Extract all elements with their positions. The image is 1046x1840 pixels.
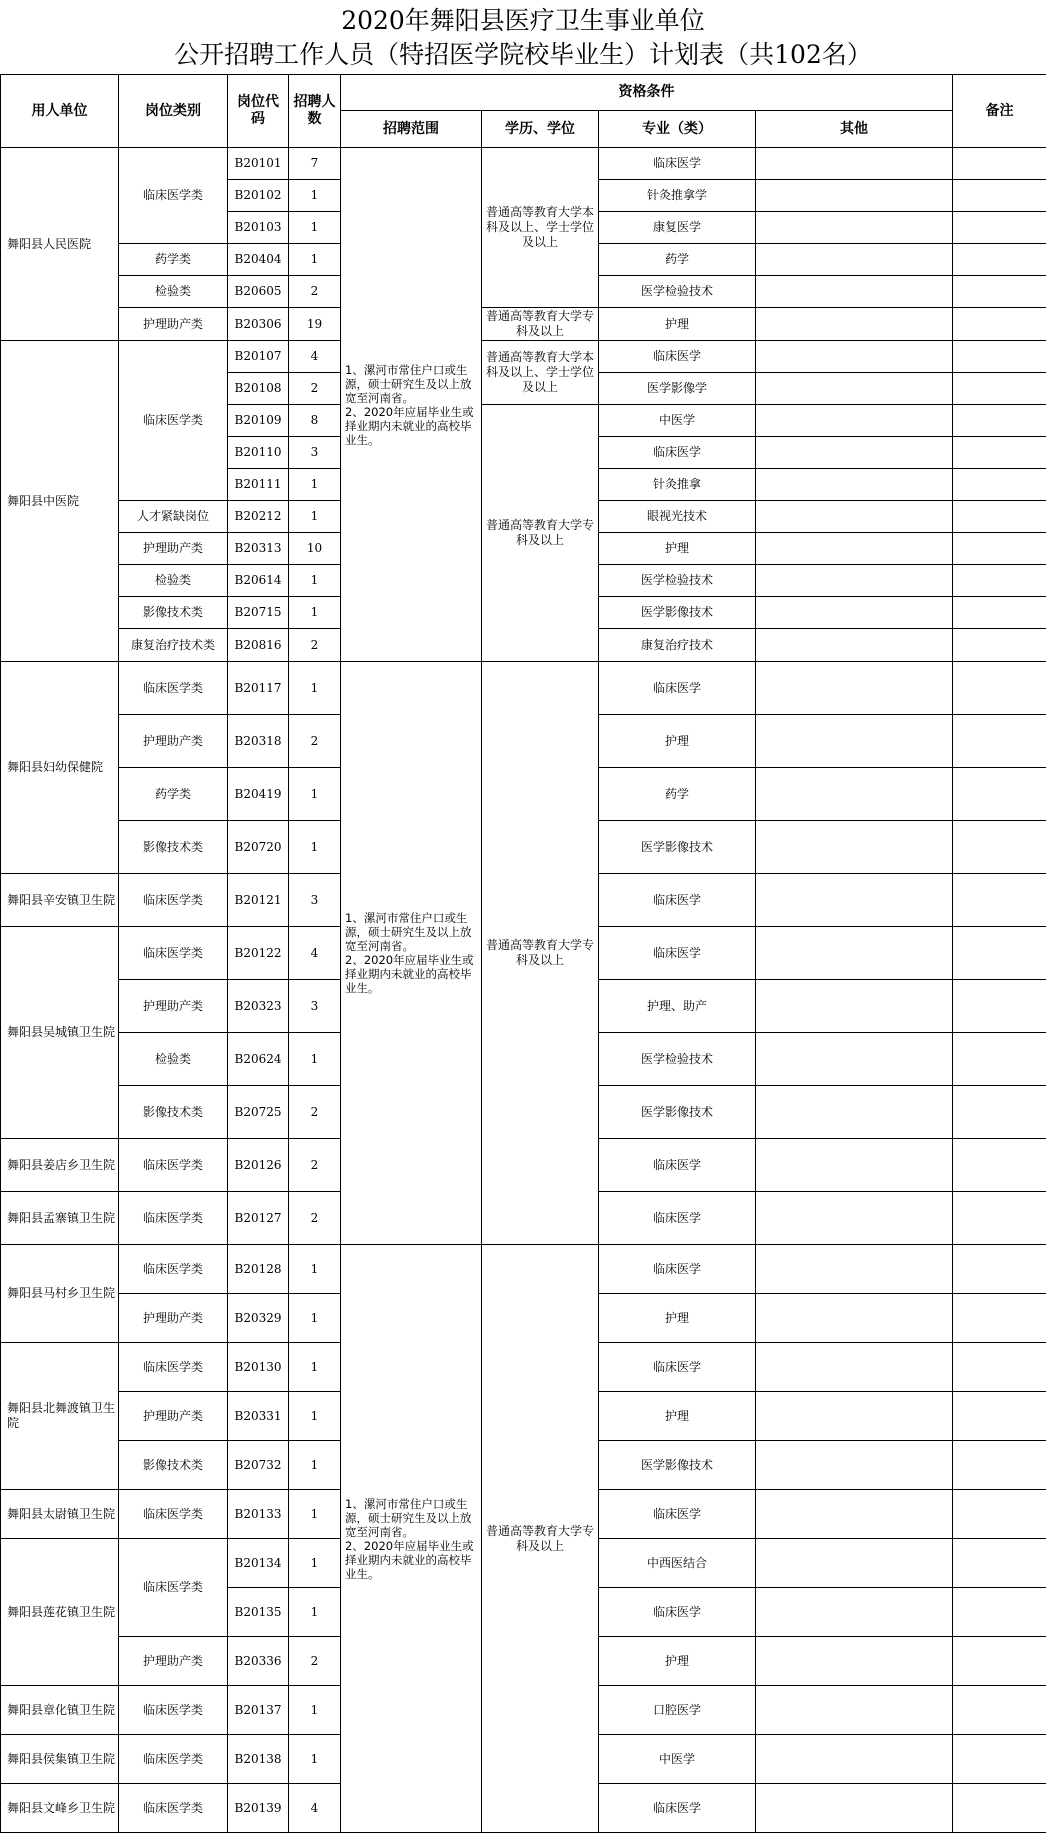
count-cell: 2 [289, 715, 341, 768]
code-cell: B20107 [228, 341, 289, 373]
category-cell: 临床医学类 [119, 1735, 228, 1784]
code-cell: B20404 [228, 244, 289, 276]
category-cell: 检验类 [119, 565, 228, 597]
code-cell: B20331 [228, 1392, 289, 1441]
major-cell: 护理 [599, 533, 756, 565]
category-cell: 影像技术类 [119, 1441, 228, 1490]
code-cell: B20419 [228, 768, 289, 821]
education-cell: 普通高等教育大学本科及以上、学士学位及以上 [482, 148, 599, 308]
header-unit: 用人单位 [1, 75, 119, 148]
other-cell [756, 373, 953, 405]
remark-cell [953, 405, 1046, 437]
remark-cell [953, 212, 1046, 244]
major-cell: 临床医学 [599, 1588, 756, 1637]
other-cell [756, 1686, 953, 1735]
document-title [0, 0, 1046, 74]
remark-cell [953, 533, 1046, 565]
code-cell: B20121 [228, 874, 289, 927]
major-cell: 临床医学 [599, 341, 756, 373]
count-cell: 2 [289, 276, 341, 308]
unit-cell: 舞阳县侯集镇卫生院 [1, 1735, 119, 1784]
header-scope: 招聘范围 [341, 111, 482, 148]
remark-cell [953, 1784, 1046, 1833]
code-cell: B20624 [228, 1033, 289, 1086]
scope-cell: 1、漯河市常住户口或生源，硕士研究生及以上放宽至河南省。 2、2020年应届毕业生或择业期内未就业的高校毕业生。 [341, 662, 482, 1245]
unit-cell: 舞阳县妇幼保健院 [1, 662, 119, 874]
unit-cell: 舞阳县马村乡卫生院 [1, 1245, 119, 1343]
count-cell: 1 [289, 1343, 341, 1392]
other-cell [756, 501, 953, 533]
other-cell [756, 341, 953, 373]
code-cell: B20130 [228, 1343, 289, 1392]
other-cell [756, 276, 953, 308]
title-line-2: 公开招聘工作人员（特招医学院校毕业生）计划表（共102名） [174, 40, 872, 69]
code-cell: B20732 [228, 1441, 289, 1490]
category-cell: 临床医学类 [119, 1784, 228, 1833]
other-cell [756, 1086, 953, 1139]
other-cell [756, 821, 953, 874]
count-cell: 1 [289, 1686, 341, 1735]
code-cell: B20137 [228, 1686, 289, 1735]
category-cell: 影像技术类 [119, 597, 228, 629]
code-cell: B20103 [228, 212, 289, 244]
count-cell: 1 [289, 662, 341, 715]
other-cell [756, 533, 953, 565]
count-cell: 1 [289, 212, 341, 244]
major-cell: 医学影像技术 [599, 1441, 756, 1490]
category-cell: 药学类 [119, 244, 228, 276]
unit-cell: 舞阳县姜店乡卫生院 [1, 1139, 119, 1192]
code-cell: B20108 [228, 373, 289, 405]
other-cell [756, 1735, 953, 1784]
code-cell: B20109 [228, 405, 289, 437]
code-cell: B20117 [228, 662, 289, 715]
education-cell: 普通高等教育大学专科及以上 [482, 1245, 599, 1833]
count-cell: 1 [289, 1735, 341, 1784]
other-cell [756, 180, 953, 212]
code-cell: B20306 [228, 308, 289, 341]
count-cell: 2 [289, 1086, 341, 1139]
table-row [1, 148, 1046, 180]
count-cell: 3 [289, 874, 341, 927]
category-cell: 临床医学类 [119, 874, 228, 927]
major-cell: 口腔医学 [599, 1686, 756, 1735]
remark-cell [953, 597, 1046, 629]
unit-cell: 舞阳县孟寨镇卫生院 [1, 1192, 119, 1245]
count-cell: 8 [289, 405, 341, 437]
remark-cell [953, 1192, 1046, 1245]
major-cell: 护理 [599, 1392, 756, 1441]
code-cell: B20212 [228, 501, 289, 533]
category-cell: 临床医学类 [119, 927, 228, 980]
category-cell: 检验类 [119, 276, 228, 308]
education-cell: 普通高等教育大学本科及以上、学士学位及以上 [482, 341, 599, 405]
count-cell: 1 [289, 180, 341, 212]
education-cell: 普通高等教育大学专科及以上 [482, 308, 599, 341]
count-cell: 1 [289, 1294, 341, 1343]
remark-cell [953, 662, 1046, 715]
code-cell: B20128 [228, 1245, 289, 1294]
count-cell: 1 [289, 1033, 341, 1086]
header-code: 岗位代码 [228, 75, 289, 148]
unit-cell: 舞阳县人民医院 [1, 148, 119, 341]
count-cell: 1 [289, 768, 341, 821]
other-cell [756, 469, 953, 501]
other-cell [756, 662, 953, 715]
remark-cell [953, 1245, 1046, 1294]
remark-cell [953, 244, 1046, 276]
remark-cell [953, 1637, 1046, 1686]
remark-cell [953, 1539, 1046, 1588]
major-cell: 康复医学 [599, 212, 756, 244]
other-cell [756, 1539, 953, 1588]
code-cell: B20720 [228, 821, 289, 874]
remark-cell [953, 1139, 1046, 1192]
code-cell: B20110 [228, 437, 289, 469]
major-cell: 中医学 [599, 405, 756, 437]
header-remark: 备注 [953, 75, 1046, 148]
count-cell: 2 [289, 1637, 341, 1686]
major-cell: 康复治疗技术 [599, 629, 756, 662]
count-cell: 1 [289, 1392, 341, 1441]
major-cell: 医学影像技术 [599, 597, 756, 629]
unit-cell: 舞阳县吴城镇卫生院 [1, 927, 119, 1139]
major-cell: 眼视光技术 [599, 501, 756, 533]
other-cell [756, 1139, 953, 1192]
other-cell [756, 597, 953, 629]
major-cell: 临床医学 [599, 874, 756, 927]
category-cell: 临床医学类 [119, 1139, 228, 1192]
other-cell [756, 715, 953, 768]
major-cell: 临床医学 [599, 1139, 756, 1192]
remark-cell [953, 629, 1046, 662]
count-cell: 4 [289, 341, 341, 373]
category-cell: 护理助产类 [119, 1294, 228, 1343]
count-cell: 2 [289, 373, 341, 405]
major-cell: 临床医学 [599, 927, 756, 980]
unit-cell: 舞阳县北舞渡镇卫生院 [1, 1343, 119, 1490]
category-cell: 人才紧缺岗位 [119, 501, 228, 533]
scope-cell: 1、漯河市常住户口或生源，硕士研究生及以上放宽至河南省。 2、2020年应届毕业生或择业期内未就业的高校毕业生。 [341, 148, 482, 662]
header-qualifications: 资格条件 [341, 75, 953, 111]
major-cell: 临床医学 [599, 1490, 756, 1539]
major-cell: 医学影像学 [599, 373, 756, 405]
unit-cell: 舞阳县莲花镇卫生院 [1, 1539, 119, 1686]
recruitment-plan-table [0, 74, 1046, 1833]
count-cell: 1 [289, 1539, 341, 1588]
remark-cell [953, 821, 1046, 874]
other-cell [756, 308, 953, 341]
count-cell: 1 [289, 469, 341, 501]
other-cell [756, 148, 953, 180]
category-cell: 护理助产类 [119, 533, 228, 565]
table-row [1, 308, 1046, 341]
count-cell: 1 [289, 1441, 341, 1490]
code-cell: B20715 [228, 597, 289, 629]
table-row [1, 662, 1046, 715]
major-cell: 临床医学 [599, 1343, 756, 1392]
category-cell: 临床医学类 [119, 1539, 228, 1637]
category-cell: 护理助产类 [119, 308, 228, 341]
table-row [1, 1245, 1046, 1294]
remark-cell [953, 1686, 1046, 1735]
header-other: 其他 [756, 111, 953, 148]
other-cell [756, 1392, 953, 1441]
count-cell: 10 [289, 533, 341, 565]
code-cell: B20816 [228, 629, 289, 662]
code-cell: B20336 [228, 1637, 289, 1686]
remark-cell [953, 1392, 1046, 1441]
remark-cell [953, 148, 1046, 180]
other-cell [756, 1245, 953, 1294]
header-count: 招聘人数 [289, 75, 341, 148]
code-cell: B20101 [228, 148, 289, 180]
count-cell: 2 [289, 1192, 341, 1245]
remark-cell [953, 768, 1046, 821]
major-cell: 医学检验技术 [599, 1033, 756, 1086]
major-cell: 护理 [599, 308, 756, 341]
remark-cell [953, 565, 1046, 597]
category-cell: 临床医学类 [119, 1490, 228, 1539]
remark-cell [953, 1588, 1046, 1637]
other-cell [756, 927, 953, 980]
code-cell: B20614 [228, 565, 289, 597]
major-cell: 药学 [599, 768, 756, 821]
code-cell: B20134 [228, 1539, 289, 1588]
major-cell: 临床医学 [599, 1245, 756, 1294]
remark-cell [953, 715, 1046, 768]
code-cell: B20133 [228, 1490, 289, 1539]
major-cell: 临床医学 [599, 148, 756, 180]
other-cell [756, 565, 953, 597]
unit-cell: 舞阳县文峰乡卫生院 [1, 1784, 119, 1833]
other-cell [756, 1033, 953, 1086]
other-cell [756, 980, 953, 1033]
remark-cell [953, 501, 1046, 533]
remark-cell [953, 341, 1046, 373]
code-cell: B20126 [228, 1139, 289, 1192]
category-cell: 临床医学类 [119, 148, 228, 244]
code-cell: B20329 [228, 1294, 289, 1343]
major-cell: 临床医学 [599, 1784, 756, 1833]
other-cell [756, 874, 953, 927]
remark-cell [953, 874, 1046, 927]
education-cell: 普通高等教育大学专科及以上 [482, 662, 599, 1245]
code-cell: B20122 [228, 927, 289, 980]
count-cell: 3 [289, 437, 341, 469]
count-cell: 1 [289, 1490, 341, 1539]
code-cell: B20323 [228, 980, 289, 1033]
code-cell: B20605 [228, 276, 289, 308]
count-cell: 1 [289, 597, 341, 629]
major-cell: 护理 [599, 715, 756, 768]
header-education: 学历、学位 [482, 111, 599, 148]
count-cell: 1 [289, 244, 341, 276]
category-cell: 临床医学类 [119, 1245, 228, 1294]
remark-cell [953, 437, 1046, 469]
major-cell: 临床医学 [599, 1192, 756, 1245]
other-cell [756, 437, 953, 469]
other-cell [756, 405, 953, 437]
category-cell: 临床医学类 [119, 1192, 228, 1245]
code-cell: B20318 [228, 715, 289, 768]
remark-cell [953, 373, 1046, 405]
major-cell: 临床医学 [599, 662, 756, 715]
remark-cell [953, 308, 1046, 341]
remark-cell [953, 1490, 1046, 1539]
major-cell: 针灸推拿 [599, 469, 756, 501]
count-cell: 4 [289, 927, 341, 980]
code-cell: B20111 [228, 469, 289, 501]
category-cell: 影像技术类 [119, 821, 228, 874]
major-cell: 医学影像技术 [599, 821, 756, 874]
remark-cell [953, 1735, 1046, 1784]
remark-cell [953, 1343, 1046, 1392]
major-cell: 医学影像技术 [599, 1086, 756, 1139]
major-cell: 护理 [599, 1637, 756, 1686]
count-cell: 2 [289, 629, 341, 662]
header-category: 岗位类别 [119, 75, 228, 148]
category-cell: 临床医学类 [119, 1686, 228, 1735]
major-cell: 临床医学 [599, 437, 756, 469]
other-cell [756, 1784, 953, 1833]
major-cell: 针灸推拿学 [599, 180, 756, 212]
code-cell: B20313 [228, 533, 289, 565]
count-cell: 4 [289, 1784, 341, 1833]
remark-cell [953, 927, 1046, 980]
code-cell: B20725 [228, 1086, 289, 1139]
code-cell: B20102 [228, 180, 289, 212]
category-cell: 护理助产类 [119, 980, 228, 1033]
major-cell: 医学检验技术 [599, 276, 756, 308]
code-cell: B20138 [228, 1735, 289, 1784]
table-row [1, 341, 1046, 373]
count-cell: 2 [289, 1139, 341, 1192]
remark-cell [953, 980, 1046, 1033]
scope-cell: 1、漯河市常住户口或生源，硕士研究生及以上放宽至河南省。 2、2020年应届毕业生或择业期内未就业的高校毕业生。 [341, 1245, 482, 1833]
category-cell: 检验类 [119, 1033, 228, 1086]
major-cell: 中医学 [599, 1735, 756, 1784]
code-cell: B20127 [228, 1192, 289, 1245]
count-cell: 1 [289, 821, 341, 874]
other-cell [756, 1192, 953, 1245]
code-cell: B20139 [228, 1784, 289, 1833]
other-cell [756, 212, 953, 244]
category-cell: 临床医学类 [119, 662, 228, 715]
code-cell: B20135 [228, 1588, 289, 1637]
unit-cell: 舞阳县中医院 [1, 341, 119, 662]
major-cell: 医学检验技术 [599, 565, 756, 597]
unit-cell: 舞阳县辛安镇卫生院 [1, 874, 119, 927]
other-cell [756, 1588, 953, 1637]
other-cell [756, 1637, 953, 1686]
category-cell: 护理助产类 [119, 1637, 228, 1686]
other-cell [756, 1343, 953, 1392]
category-cell: 护理助产类 [119, 715, 228, 768]
category-cell: 临床医学类 [119, 1343, 228, 1392]
other-cell [756, 1490, 953, 1539]
unit-cell: 舞阳县太尉镇卫生院 [1, 1490, 119, 1539]
remark-cell [953, 276, 1046, 308]
other-cell [756, 629, 953, 662]
header-major: 专业（类） [599, 111, 756, 148]
unit-cell: 舞阳县章化镇卫生院 [1, 1686, 119, 1735]
major-cell: 护理 [599, 1294, 756, 1343]
count-cell: 3 [289, 980, 341, 1033]
major-cell: 中西医结合 [599, 1539, 756, 1588]
category-cell: 康复治疗技术类 [119, 629, 228, 662]
major-cell: 护理、助产 [599, 980, 756, 1033]
remark-cell [953, 1033, 1046, 1086]
count-cell: 1 [289, 565, 341, 597]
remark-cell [953, 1294, 1046, 1343]
remark-cell [953, 1441, 1046, 1490]
remark-cell [953, 1086, 1046, 1139]
major-cell: 药学 [599, 244, 756, 276]
remark-cell [953, 469, 1046, 501]
title-line-1: 2020年舞阳县医疗卫生事业单位 [341, 6, 705, 35]
category-cell: 护理助产类 [119, 1392, 228, 1441]
count-cell: 1 [289, 1245, 341, 1294]
education-cell: 普通高等教育大学专科及以上 [482, 405, 599, 662]
count-cell: 1 [289, 501, 341, 533]
other-cell [756, 244, 953, 276]
other-cell [756, 1441, 953, 1490]
category-cell: 影像技术类 [119, 1086, 228, 1139]
category-cell: 药学类 [119, 768, 228, 821]
other-cell [756, 1294, 953, 1343]
remark-cell [953, 180, 1046, 212]
count-cell: 7 [289, 148, 341, 180]
count-cell: 19 [289, 308, 341, 341]
count-cell: 1 [289, 1588, 341, 1637]
other-cell [756, 768, 953, 821]
category-cell: 临床医学类 [119, 341, 228, 501]
